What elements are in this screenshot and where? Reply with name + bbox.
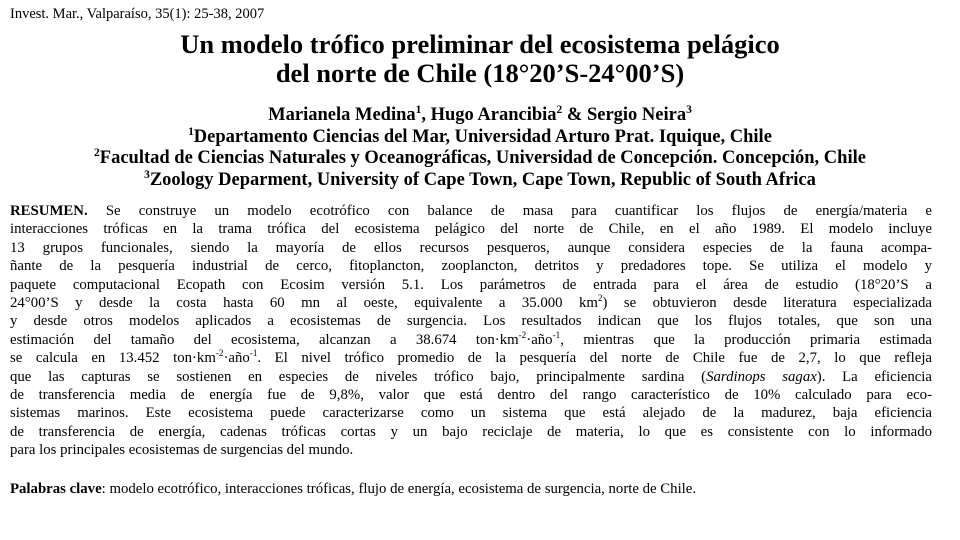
affiliation-superscript: 2 <box>94 146 100 159</box>
journal-reference: Invest. Mar., Valparaíso, 35(1): 25-38, 2007 <box>10 6 265 22</box>
author-name: Sergio Neira <box>586 105 687 125</box>
abstract-superscript: -2 <box>518 329 527 340</box>
abstract-line: para los principales ecosistemas de surgencias del mundo. <box>10 442 354 459</box>
abstract-text: Se construye un modelo ecotrófico con balance de masa para cuantificar los flujos de energía/materia e <box>87 203 932 219</box>
abstract-label: RESUMEN. <box>10 203 88 219</box>
abstract-line <box>10 294 932 312</box>
abstract-line: de transferencia de energía, cadenas tróficas cortas y un bajo reciclaje de materia, lo que es consistente con lo informado <box>10 423 932 440</box>
abstract-superscript: -1 <box>249 348 258 359</box>
abstract-line: paquete computacional Ecopath con Ecosim versión 5.1. Los parámetros de entrada para el área de estudio (18°20’S a <box>10 276 932 293</box>
title-line-2: del norte de Chile (18°20’S-24°00’S) <box>275 58 685 88</box>
abstract-line: ñante de la pesquería industrial de cerco, fitoplancton, zooplancton, detritos y predadores tope. Se utiliza el modelo y <box>10 258 932 275</box>
abstract-text: . El nivel trófico promedio de la pesquería del norte de Chile fue de 2,7, lo que refleja <box>257 350 932 367</box>
author-name: Hugo Arancibia <box>430 105 557 125</box>
abstract-line <box>10 331 932 349</box>
abstract-line <box>10 202 932 220</box>
author-list <box>0 105 960 127</box>
abstract-text: ). La eficiencia <box>816 368 932 385</box>
abstract-text: , mientras que la producción primaria estimada <box>560 331 933 348</box>
keywords-label: Palabras clave <box>10 481 102 497</box>
abstract-text: ·año <box>223 350 250 367</box>
abstract-superscript: -2 <box>215 348 224 359</box>
abstract-superscript: 2 <box>597 293 603 304</box>
author-block <box>0 105 960 191</box>
author-separator: & <box>562 105 587 125</box>
abstract-line: interacciones tróficas en la trama trófica del ecosistema pelágico del norte de Chile, en el año 1989. El modelo incluye <box>10 221 932 238</box>
abstract-line <box>10 368 932 386</box>
affiliation-superscript: 3 <box>144 168 150 181</box>
article-title <box>0 30 960 88</box>
abstract-text: ) se obtuvieron desde literatura especializada <box>602 295 932 312</box>
abstract-superscript: -1 <box>552 329 561 340</box>
abstract-line: de transferencia media de energía fue de 9,8%, valor que está dentro del rango característico de 10% calculado para eco- <box>10 387 932 404</box>
author-separator: , <box>421 105 431 125</box>
abstract-text: estimación del tamaño del ecosistema, alcanzan a 38.674 ton·km <box>10 331 519 348</box>
abstract <box>10 202 932 460</box>
keywords-text: : modelo ecotrófico, interacciones tróficas, flujo de energía, ecosistema de surgencia, norte de Chile. <box>101 481 697 497</box>
abstract-line: sistemas marinos. Este ecosistema puede caracterizarse como un sistema que está alejado de la madurez, baja eficiencia <box>10 405 932 422</box>
abstract-text: ·año <box>526 331 553 348</box>
abstract-text: se calcula en 13.452 ton·km <box>10 350 216 367</box>
affiliation-2 <box>0 148 960 170</box>
title-line-1: Un modelo trófico preliminar del ecosistema pelágico <box>180 29 780 59</box>
author-name: Marianela Medina <box>268 105 416 125</box>
species-name: Sardinops sagax <box>706 368 817 385</box>
abstract-line: 13 grupos funcionales, siendo la mayoría de ellos recursos pesqueros, aunque considera especies de la fauna acompa- <box>10 239 932 256</box>
abstract-line: y desde otros modelos aplicados a ecosistemas de surgencia. Los resultados indican que los flujos totales, que son una <box>10 313 932 330</box>
affiliation-1 <box>0 127 960 149</box>
abstract-text: que las capturas se sostienen en especies de niveles trófico bajo, principalmente sardina ( <box>10 368 707 385</box>
author-superscript: 2 <box>556 103 563 116</box>
author-superscript: 1 <box>415 103 422 116</box>
affiliation-text: Facultad de Ciencias Naturales y Oceanográficas, Universidad de Concepción. Concepción, Chile <box>99 148 866 168</box>
abstract-line <box>10 349 932 367</box>
abstract-text: 24°00’S y desde la costa hasta 60 mn al oeste, equivalente a 35.000 km <box>10 295 598 312</box>
affiliation-text: Departamento Ciencias del Mar, Universidad Arturo Prat. Iquique, Chile <box>193 126 772 147</box>
keywords <box>10 480 932 498</box>
affiliation-text: Zoology Deparment, University of Cape Town, Cape Town, Republic of South Africa <box>149 169 816 190</box>
affiliation-3 <box>0 170 960 192</box>
author-superscript: 3 <box>686 103 692 116</box>
affiliation-superscript: 1 <box>188 125 194 138</box>
